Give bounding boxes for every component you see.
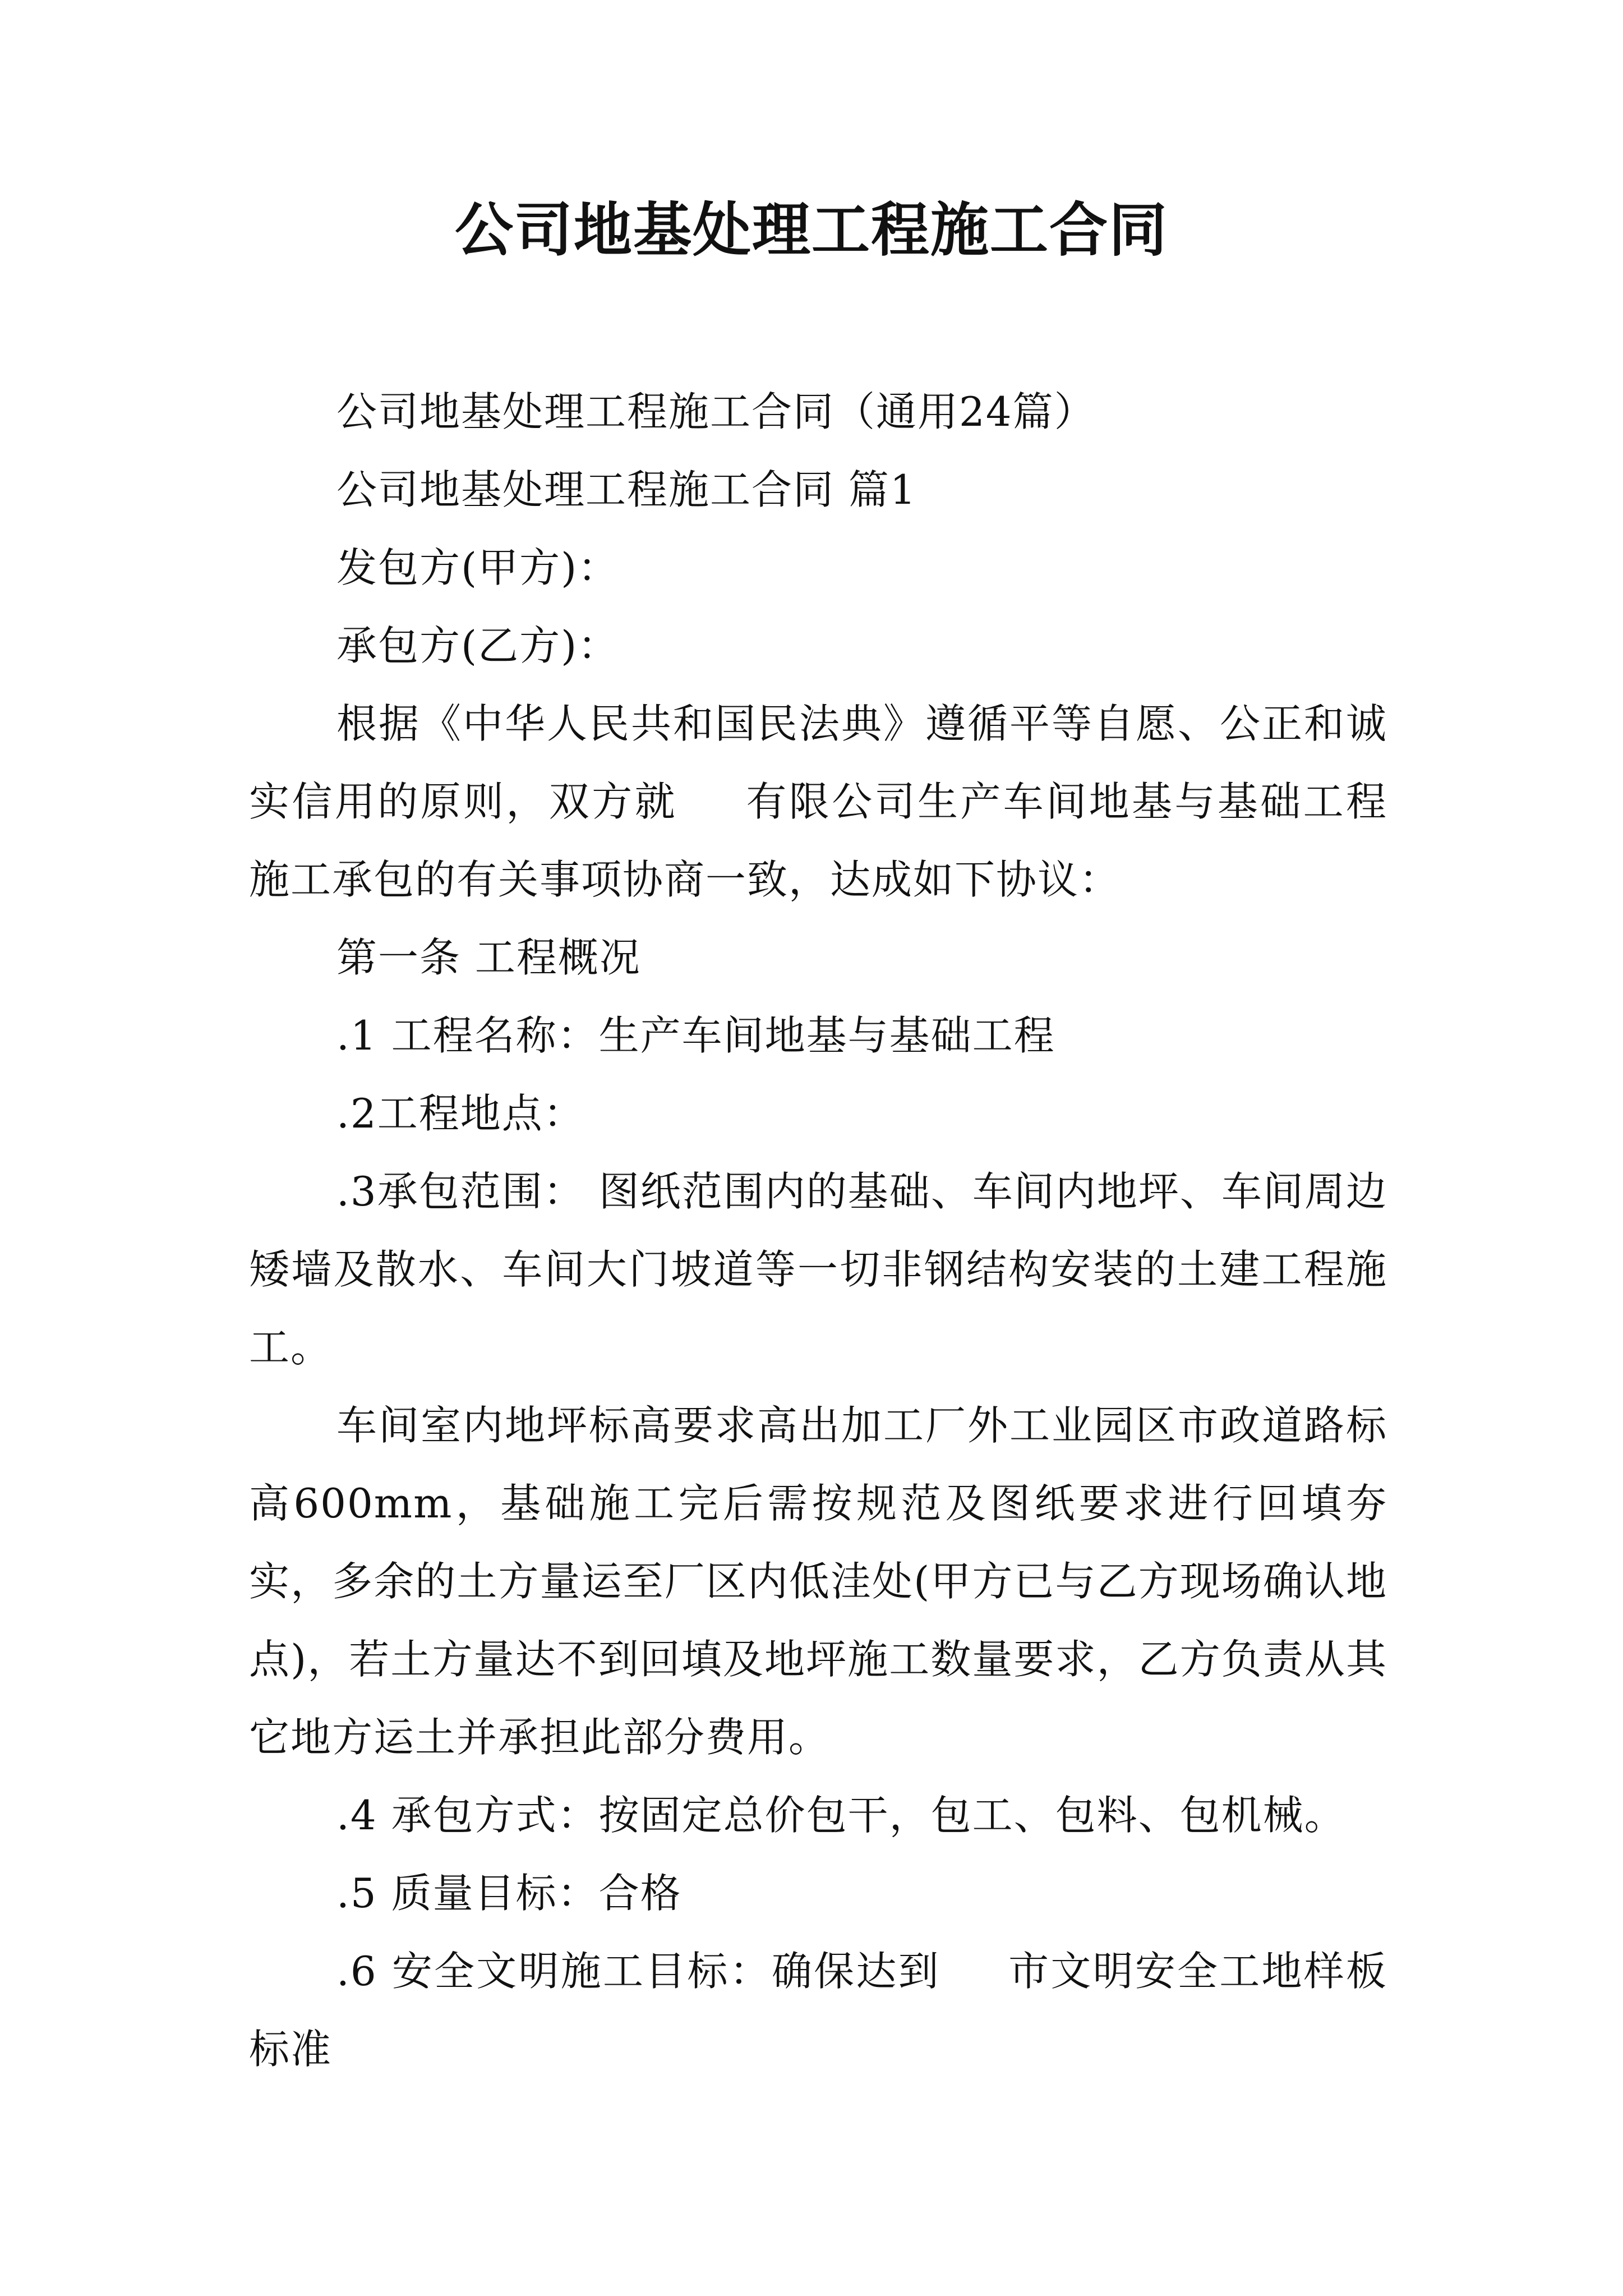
party-b-line: 承包方(乙方)：: [336, 622, 620, 669]
article-1-heading: 第一条 工程概况: [336, 934, 641, 981]
preamble-part-1: 根据《中华人民共和国民法典》遵循平等自愿、公正和诚实信用的原则，双方就: [249, 700, 1387, 825]
clause-1-5: .5 质量目标：合格: [336, 1870, 682, 1917]
clause-1-1: .1 工程名称：生产车间地基与基础工程: [336, 1012, 1055, 1059]
clause-1-6-part-1: .6 安全文明施工目标：确保达到: [336, 1948, 940, 1995]
clause-1-2: .2工程地点：: [336, 1090, 585, 1137]
clause-1-6: [249, 1932, 1387, 2088]
section-heading: 公司地基处理工程施工合同 篇1: [336, 466, 917, 513]
document-body: [249, 373, 1387, 2088]
preamble-part-2: 有限公司生产车间地基与基础工程施工承包的有关事项协商一致，达成如下协议：: [249, 778, 1387, 903]
elevation-paragraph: 车间室内地坪标高要求高出加工厂外工业园区市政道路标高600mm，基础施工完后需按规范及图纸要求进行回填夯实，多余的土方量运至厂区内低洼处(甲方已与乙方现场确认地点)，若土方量达不到回填及地坪施工数量要求，乙方负责从其它地方运土并承担此部分费用。: [249, 1402, 1387, 1761]
clause-1-3: .3承包范围： 图纸范围内的基础、车间内地坪、车间周边矮墙及散水、车间大门坡道等一切非钢结构安装的土建工程施工。: [249, 1168, 1387, 1371]
document-title: 公司地基处理工程施工合同: [454, 195, 1168, 264]
party-a-line: 发包方(甲方)：: [336, 544, 620, 591]
clause-1-6-part-2: 市文明安全工地样板标准: [249, 1948, 1387, 2073]
preamble-paragraph: [249, 685, 1387, 919]
clause-1-4: .4 承包方式：按固定总价包干，包工、包料、包机械。: [336, 1792, 1346, 1839]
subtitle-paragraph: 公司地基处理工程施工合同（通用24篇）: [336, 388, 1096, 435]
